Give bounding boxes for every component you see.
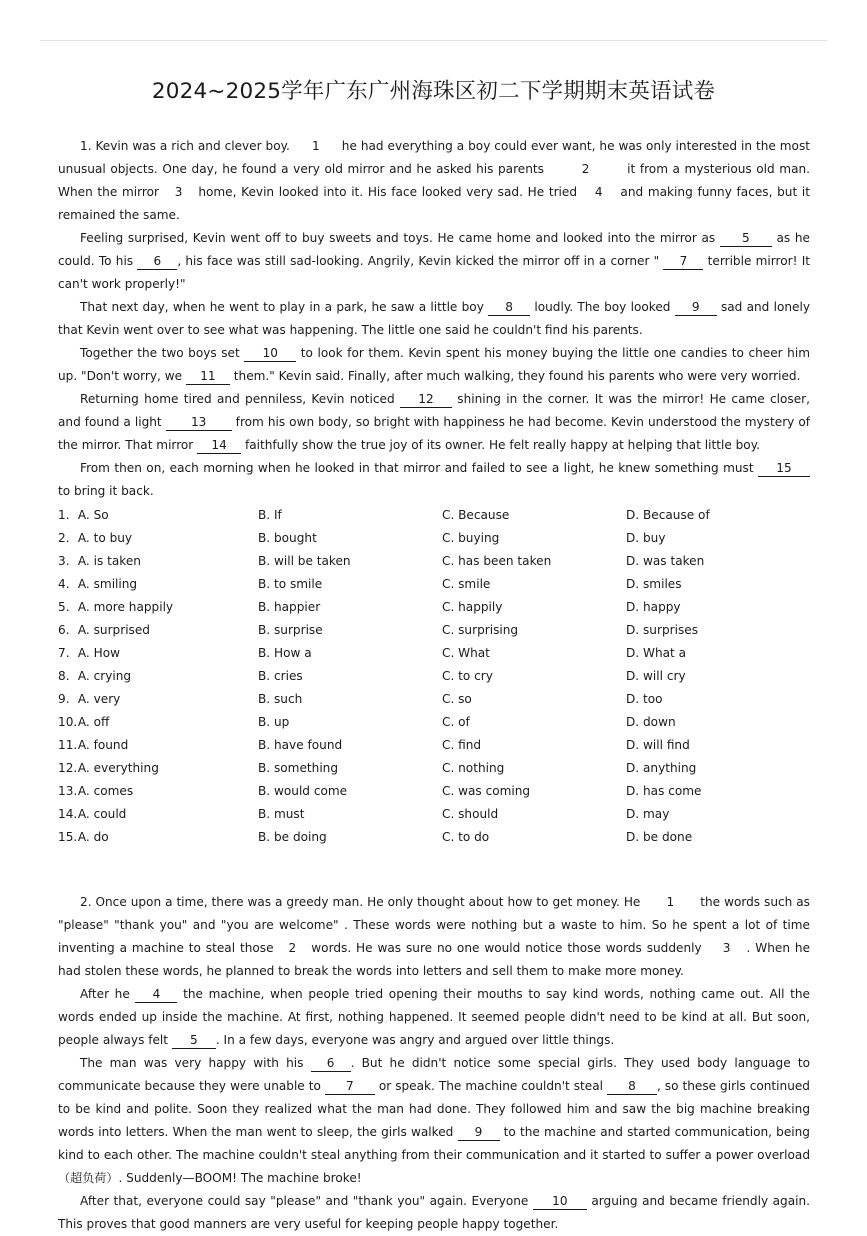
option-c: C. smile xyxy=(442,576,491,591)
paragraph-text: That next day, when he went to play in a park, he saw a little boy xyxy=(80,300,489,314)
option-a-cell xyxy=(58,526,258,549)
option-c: C. of xyxy=(442,714,470,729)
question-number: 6. xyxy=(58,622,70,637)
option-a: A. could xyxy=(77,806,127,821)
paragraph xyxy=(58,1052,810,1190)
paragraph-text: loudly. The boy looked xyxy=(530,300,675,314)
paragraph-text: sad and lonely that Kevin went over to see what was happening. The little one said he couldn't find his parents. xyxy=(58,300,810,337)
paragraph xyxy=(58,983,810,1052)
blank-1: 1 xyxy=(666,895,675,909)
question-number: 13. xyxy=(58,783,78,798)
paragraph-text: . When he had stolen these words, he planned to break the words into letters and sell them to make more money. xyxy=(58,941,811,978)
option-b: B. bought xyxy=(258,530,317,545)
option-a-cell xyxy=(58,779,258,802)
paragraph-text: to bring it back. xyxy=(58,484,154,498)
question-number: 2. xyxy=(58,530,70,545)
option-a-cell xyxy=(58,595,258,618)
paragraph xyxy=(58,457,810,503)
option-b: B. happier xyxy=(258,599,321,614)
paragraph xyxy=(58,1190,810,1236)
header-divider xyxy=(40,40,827,41)
option-a: A. surprised xyxy=(77,622,150,637)
option-row xyxy=(58,779,810,802)
paragraph-text: the machine, when people tried opening their mouths to say kind words, nothing came out. All the words ended up inside the machine. At first, nothing happened. It seemed people didn't need to be kind at all. But soon, people always felt xyxy=(58,987,810,1047)
option-a: A. is taken xyxy=(77,553,141,568)
option-d: D. smiles xyxy=(626,576,682,591)
blank-3: 3 xyxy=(174,185,183,199)
question-number: 8. xyxy=(58,668,70,683)
paragraph-text: After he xyxy=(80,987,136,1001)
option-d: D. anything xyxy=(626,760,697,775)
option-a: A. very xyxy=(77,691,121,706)
option-b: B. be doing xyxy=(258,829,327,844)
paragraph-text: shining in the corner. It was the mirror! He came closer, and found a light xyxy=(58,392,810,429)
option-a: A. off xyxy=(77,714,110,729)
option-a-cell xyxy=(58,618,258,641)
option-a: A. to buy xyxy=(77,530,133,545)
option-row xyxy=(58,825,810,848)
option-d: D. buy xyxy=(626,530,666,545)
option-row xyxy=(58,687,810,710)
question-number: 9. xyxy=(58,691,70,706)
option-d: D. down xyxy=(626,714,676,729)
option-c: C. surprising xyxy=(442,622,519,637)
passage-1 xyxy=(58,135,810,503)
paragraph-text: 1. Kevin was a rich and clever boy. xyxy=(80,139,294,153)
option-row xyxy=(58,664,810,687)
question-number: 10. xyxy=(58,714,78,729)
blank-8: 8 xyxy=(488,299,530,316)
option-b: B. How a xyxy=(258,645,312,660)
paragraph-text: . In a few days, everyone was angry and argued over little things. xyxy=(215,1033,615,1047)
paragraph-text: The man was very happy with his xyxy=(80,1056,311,1070)
option-b: B. up xyxy=(258,714,290,729)
paragraph xyxy=(58,342,810,388)
blank-7: 7 xyxy=(325,1078,375,1095)
question-number: 7. xyxy=(58,645,70,660)
option-c: C. buying xyxy=(442,530,500,545)
blank-2: 2 xyxy=(288,941,297,955)
blank-13: 13 xyxy=(166,414,232,431)
option-row xyxy=(58,526,810,549)
paragraph-text: from his own body, so bright with happiness he had become. Kevin understood the mystery of the mirror. That mirror xyxy=(58,415,810,452)
blank-10: 10 xyxy=(244,345,296,362)
option-a-cell xyxy=(58,503,258,526)
option-d: D. What a xyxy=(626,645,687,660)
option-row xyxy=(58,802,810,825)
option-a: A. How xyxy=(77,645,120,660)
blank-5: 5 xyxy=(172,1032,216,1049)
option-b: B. something xyxy=(258,760,339,775)
options-table xyxy=(58,503,810,848)
option-a-cell xyxy=(58,549,258,572)
blank-7: 7 xyxy=(663,253,703,270)
paragraph-text: terrible mirror! It can't work properly!" xyxy=(58,254,810,291)
option-b: B. to smile xyxy=(258,576,323,591)
option-c: C. so xyxy=(442,691,472,706)
paragraph xyxy=(58,227,810,296)
paragraph-text: , his face was still sad-looking. Angrily, Kevin kicked the mirror off in a corner " xyxy=(177,254,664,268)
paragraph xyxy=(58,135,810,227)
option-row xyxy=(58,595,810,618)
question-number: 1. xyxy=(58,507,70,522)
option-a: A. So xyxy=(77,507,109,522)
paragraph-text: or speak. The machine couldn't steal xyxy=(374,1079,607,1093)
blank-14: 14 xyxy=(197,437,241,454)
option-b: B. have found xyxy=(258,737,343,752)
blank-4: 4 xyxy=(594,185,603,199)
paragraph-text: 2. Once upon a time, there was a greedy man. He only thought about how to get money. He xyxy=(80,895,645,909)
paragraph-text: arguing and became friendly again. This proves that good manners are very useful for keeping people happy together. xyxy=(58,1194,810,1231)
option-a-cell xyxy=(58,802,258,825)
option-c: C. happily xyxy=(442,599,503,614)
option-a-cell xyxy=(58,710,258,733)
blank-1: 1 xyxy=(311,139,320,153)
paragraph-text: From then on, each morning when he looked in that mirror and failed to see a light, he knew something must xyxy=(80,461,758,475)
option-a: A. more happily xyxy=(77,599,174,614)
option-d: D. Because of xyxy=(626,507,710,522)
option-d: D. be done xyxy=(626,829,693,844)
exam-content xyxy=(58,135,810,1236)
question-number: 14. xyxy=(58,806,78,821)
blank-5: 5 xyxy=(720,230,772,247)
option-a-cell xyxy=(58,733,258,756)
blank-9: 9 xyxy=(458,1124,500,1141)
paragraph-text: words. He was sure no one would notice those words suddenly xyxy=(306,941,707,955)
page-title: 2024~2025学年广东广州海珠区初二下学期期末英语试卷 xyxy=(151,79,716,104)
option-a-cell xyxy=(58,756,258,779)
paragraph-text: the words such as "please" "thank you" and "you are welcome" . These words were nothing but a waste to him. So he spent a lot of time inventing a machine to steal those xyxy=(58,895,810,955)
option-d: D. will find xyxy=(626,737,690,752)
option-row xyxy=(58,503,810,526)
option-c: C. to cry xyxy=(442,668,493,683)
paragraph-text: it from a mysterious old man. When the mirror xyxy=(58,162,810,199)
question-number: 15. xyxy=(58,829,78,844)
blank-8: 8 xyxy=(607,1078,657,1095)
paragraph-text: home, Kevin looked into it. His face looked very sad. He tried xyxy=(193,185,582,199)
option-d: D. may xyxy=(626,806,670,821)
option-row xyxy=(58,710,810,733)
paragraph-text: , so these girls continued to be kind and polite. Soon they realized what the man had done. They followed him and saw the big machine breaking words into letters. When the man went to sleep, the girls walked xyxy=(58,1079,810,1139)
option-a: A. found xyxy=(77,737,129,752)
paragraph-text: Returning home tired and penniless, Kevin noticed xyxy=(80,392,400,406)
option-c: C. Because xyxy=(442,507,510,522)
option-d: D. has come xyxy=(626,783,702,798)
blank-2: 2 xyxy=(581,162,590,176)
question-number: 11. xyxy=(58,737,78,752)
blank-11: 11 xyxy=(186,368,230,385)
option-d: D. too xyxy=(626,691,663,706)
option-a-cell xyxy=(58,825,258,848)
section-gap xyxy=(58,848,810,891)
option-c: C. was coming xyxy=(442,783,531,798)
question-number: 4. xyxy=(58,576,70,591)
blank-6: 6 xyxy=(311,1055,351,1072)
option-d: D. will cry xyxy=(626,668,686,683)
option-a: A. smiling xyxy=(77,576,138,591)
option-b: B. will be taken xyxy=(258,553,351,568)
paragraph-text: . But he didn't notice some special girls. They used body language to communicate because they were unable to xyxy=(58,1056,810,1093)
option-a-cell xyxy=(58,687,258,710)
paragraph-text: to look for them. Kevin spent his money buying the little one candies to cheer him up. "Don't worry, we xyxy=(58,346,810,383)
option-row xyxy=(58,618,810,641)
option-b: B. cries xyxy=(258,668,303,683)
paragraph-text: Together the two boys set xyxy=(80,346,245,360)
blank-9: 9 xyxy=(675,299,717,316)
option-row xyxy=(58,641,810,664)
passage-2 xyxy=(58,891,810,1236)
option-row xyxy=(58,549,810,572)
question-number: 12. xyxy=(58,760,78,775)
option-row xyxy=(58,756,810,779)
option-c: C. find xyxy=(442,737,482,752)
option-a-cell xyxy=(58,572,258,595)
option-d: D. was taken xyxy=(626,553,705,568)
question-number: 3. xyxy=(58,553,70,568)
option-a-cell xyxy=(58,664,258,687)
option-b: B. If xyxy=(258,507,282,522)
blank-10: 10 xyxy=(533,1193,587,1210)
paragraph xyxy=(58,296,810,342)
option-b: B. must xyxy=(258,806,305,821)
option-c: C. has been taken xyxy=(442,553,552,568)
paragraph-text: he had everything a boy could ever want, he was only interested in the most unusual objects. One day, he found a very old mirror and he asked his parents xyxy=(58,139,811,176)
option-row xyxy=(58,733,810,756)
paragraph xyxy=(58,891,810,983)
option-a: A. everything xyxy=(77,760,159,775)
option-a: A. comes xyxy=(77,783,134,798)
blank-15: 15 xyxy=(758,460,810,477)
option-b: B. surprise xyxy=(258,622,323,637)
option-d: D. surprises xyxy=(626,622,698,637)
paragraph-text: Feeling surprised, Kevin went off to buy sweets and toys. He came home and looked into the mirror as xyxy=(80,231,720,245)
option-c: C. to do xyxy=(442,829,490,844)
question-number: 5. xyxy=(58,599,70,614)
paragraph-text: After that, everyone could say "please" and "thank you" again. Everyone xyxy=(80,1194,533,1208)
blank-3: 3 xyxy=(722,941,731,955)
paragraph-text: faithfully show the true joy of its owner. He felt really happy at helping that little boy. xyxy=(241,438,760,452)
option-b: B. would come xyxy=(258,783,348,798)
option-b: B. such xyxy=(258,691,303,706)
paragraph-text: them." Kevin said. Finally, after much walking, they found his parents who were very worried. xyxy=(229,369,801,383)
option-c: C. should xyxy=(442,806,499,821)
option-c: C. nothing xyxy=(442,760,505,775)
paragraph-text: to the machine and started communication, being kind to each other. The machine couldn't steal anything from their communication and it started to suffer a power overload （超负荷）. Suddenly—BOOM! The machine broke! xyxy=(58,1125,810,1185)
option-c: C. What xyxy=(442,645,490,660)
paragraph xyxy=(58,388,810,457)
blank-6: 6 xyxy=(137,253,177,270)
option-d: D. happy xyxy=(626,599,681,614)
blank-12: 12 xyxy=(400,391,452,408)
blank-4: 4 xyxy=(135,986,177,1003)
paragraph-text: and making funny faces, but it remained the same. xyxy=(58,185,811,222)
option-a: A. do xyxy=(77,829,109,844)
option-a: A. crying xyxy=(77,668,132,683)
option-row xyxy=(58,572,810,595)
option-a-cell xyxy=(58,641,258,664)
paragraph-text: as he could. To his xyxy=(58,231,810,268)
